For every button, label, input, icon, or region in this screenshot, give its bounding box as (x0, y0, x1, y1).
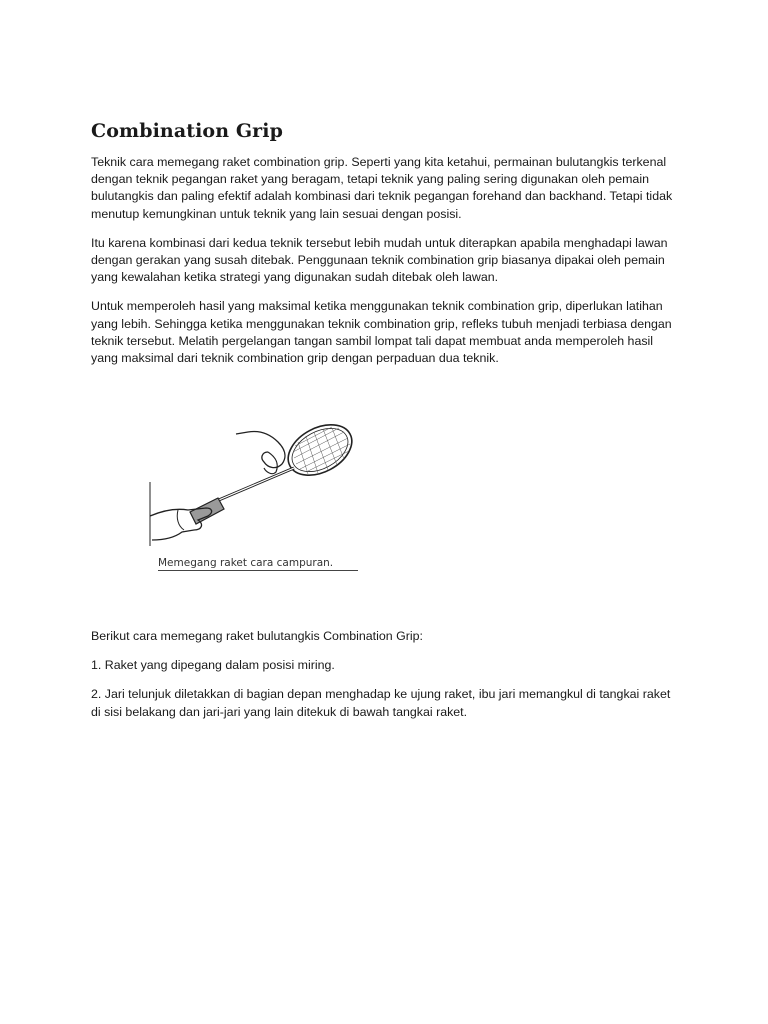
page-title: Combination Grip (91, 120, 283, 142)
steps-section (91, 628, 681, 733)
figure-caption: Memegang raket cara campuran. (158, 557, 358, 571)
racket-hands-drawing (148, 412, 368, 557)
document-body (91, 120, 681, 379)
paragraph: Itu karena kombinasi dari kedua teknik tersebut lebih mudah untuk diterapkan apabila menghadapi lawan dengan gerakan yang susah ditebak. Penggunaan teknik combination grip biasanya dipakai oleh pemain yang kewalahan ketika strategi yang digunakan sudah ditebak oleh lawan. (91, 235, 668, 285)
step-item: 1. Raket yang dipegang dalam posisi miring. (91, 658, 335, 673)
racket-grip-illustration (148, 412, 368, 582)
paragraph: Teknik cara memegang raket combination grip. Seperti yang kita ketahui, permainan bulutangkis terkenal dengan teknik pegangan raket yang beragam, tetapi teknik yang paling sering digunakan oleh pemain bulutangkis dan paling efektif adalah kombinasi dari teknik pegangan forehand dan backhand. Tetapi tidak menutup kemungkinan untuk teknik yang lain sesuai dengan posisi. (91, 155, 673, 221)
step-item: 2. Jari telunjuk diletakkan di bagian depan menghadap ke ujung raket, ibu jari memangkul di tangkai raket di sisi belakang dan jari-jari yang lain ditekuk di bawah tangkai raket. (91, 687, 671, 719)
paragraph: Untuk memperoleh hasil yang maksimal ketika menggunakan teknik combination grip, diperlukan latihan yang lebih. Sehingga ketika menggunakan teknik combination grip, refleks tubuh menjadi terbiasa dengan teknik tersebut. Melatih pergelangan tangan sambil lompat tali dapat membuat anda memperoleh hasil yang maksimal dari teknik combination grip dengan perpaduan dua teknik. (91, 299, 672, 366)
steps-intro: Berikut cara memegang raket bulutangkis Combination Grip: (91, 629, 423, 643)
